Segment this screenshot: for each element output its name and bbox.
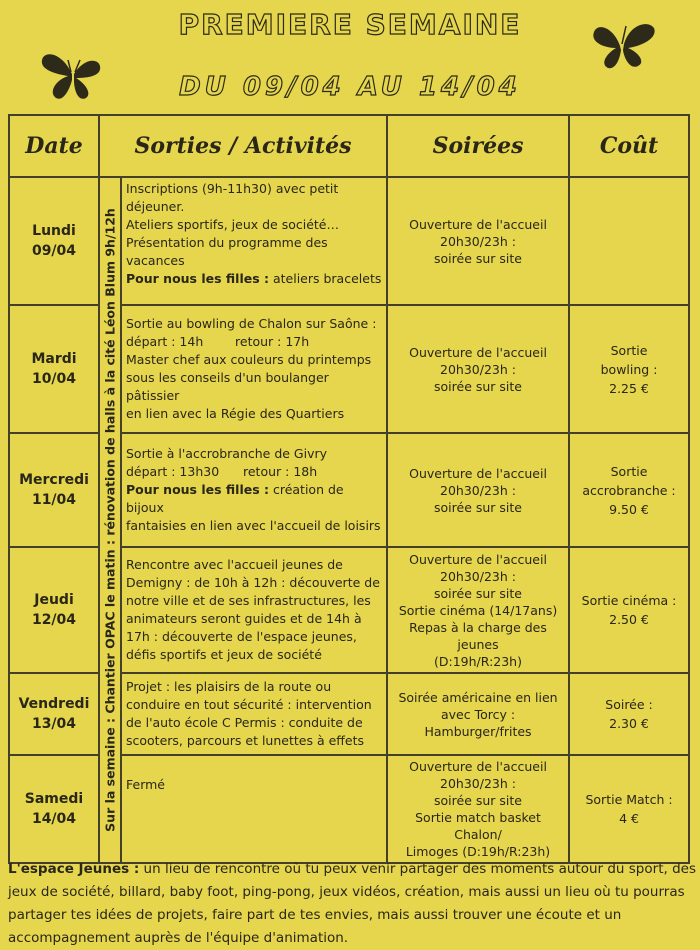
table-row (9, 177, 689, 305)
cost-line: 4 € (619, 811, 639, 826)
evening-line: avec Torcy : (440, 706, 516, 722)
activity-line: de l'auto école C Permis : conduite de (126, 715, 363, 730)
date-cell (9, 755, 99, 863)
activity-line: conduire en tout sécurité : intervention (126, 697, 372, 712)
activity-line: Sortie à l'accrobranche de Givry (126, 446, 328, 461)
activity-line (126, 270, 382, 288)
cost-line: bowling : (600, 361, 658, 377)
day-name: Vendredi (18, 696, 90, 712)
cost-cell (569, 433, 689, 547)
activity-line: Master chef aux couleurs du printemps (126, 352, 372, 367)
activity-cell (121, 177, 387, 305)
evening-cell (387, 755, 569, 863)
activity-cell (121, 433, 387, 547)
activity-line: 17h : découverte de l'espace jeunes, (126, 629, 357, 644)
activity-line: notre ville et de ses infrastructures, les (126, 593, 371, 608)
week-note: Sur la semaine : Chantier OPAC le matin : rénovation de halls à la cité Léon Blum 9h/12h (102, 208, 118, 832)
activity-line: en lien avec la Régie des Quartiers (126, 406, 345, 421)
evening-line: Ouverture de l'accueil (409, 344, 547, 360)
evening-line: Soirée américaine en lien (398, 689, 558, 705)
table-header-row (9, 115, 689, 177)
column-header-cost: Coût (569, 115, 689, 177)
activity-line: Ateliers sportifs, jeux de société… (126, 217, 339, 232)
evening-line: Ouverture de l'accueil (409, 759, 547, 774)
activity-line: départ : 14h retour : 17h (126, 334, 310, 349)
week-note-cell (99, 177, 121, 863)
day-date: 09/04 (31, 243, 77, 259)
day-date: 13/04 (31, 716, 77, 732)
activity-line: Sortie au bowling de Chalon sur Saône : (126, 316, 377, 331)
day-date: 11/04 (31, 492, 77, 508)
date-cell (9, 305, 99, 433)
activity-line: départ : 13h30 retour : 18h (126, 464, 318, 479)
date-cell (9, 547, 99, 673)
activity-line: Fermé (126, 777, 165, 792)
activity-line: animateurs seront guides et de 14h à (126, 611, 362, 626)
cost-cell (569, 673, 689, 755)
activity-cell (121, 547, 387, 673)
activity-line: scooters, parcours et lunettes à effets (126, 733, 364, 748)
day-date: 10/04 (31, 371, 77, 387)
page-subtitle: DU 09/04 AU 14/04 (179, 72, 521, 102)
date-cell (9, 433, 99, 547)
evening-line: Sortie cinéma (14/17ans) (398, 602, 558, 618)
cost-line: 2.25 € (609, 380, 649, 396)
evening-cell (387, 433, 569, 547)
evening-cell (387, 305, 569, 433)
cost-line: accrobranche : (582, 482, 676, 498)
activity-cell (121, 305, 387, 433)
butterfly-left-icon (38, 48, 106, 104)
page-title: PREMIERE SEMAINE (178, 8, 522, 41)
day-name: Mardi (31, 351, 77, 367)
cost-line: Sortie (610, 342, 648, 358)
cost-line: Soirée : (605, 697, 653, 712)
evening-line: (D:19h/R:23h) (434, 653, 522, 669)
cost-line: 2.50 € (609, 612, 649, 627)
day-date: 12/04 (31, 612, 77, 628)
evening-line: soirée sur site (434, 378, 522, 394)
activity-line: fantaisies en lien avec l'accueil de loisirs (126, 518, 381, 533)
activity-highlight: Pour nous les filles : (126, 482, 269, 497)
evening-line: Hamburger/frites (424, 723, 532, 739)
evening-line: Ouverture de l'accueil (409, 551, 547, 567)
activity-line: Inscriptions (9h-11h30) avec petit (126, 181, 339, 196)
evening-line: 20h30/23h : (440, 482, 516, 498)
activity-line: Projet : les plaisirs de la route ou (126, 679, 332, 694)
footer-paragraph (8, 858, 696, 950)
evening-line: soirée sur site (434, 585, 522, 601)
activity-line (126, 481, 382, 517)
evening-line: 20h30/23h : (440, 568, 516, 584)
activity-line: sous les conseils d'un boulanger pâtissier (126, 370, 329, 403)
evening-cell (387, 673, 569, 755)
activity-line: déjeuner. (126, 199, 185, 214)
cost-line: Sortie cinéma : (581, 593, 677, 608)
footer-lead: L'espace Jeunes : (8, 861, 140, 877)
day-name: Mercredi (19, 472, 89, 488)
activity-line: Rencontre avec l'accueil jeunes de (126, 557, 343, 572)
cost-cell (569, 755, 689, 863)
activity-line: Demigny : de 10h à 12h : découverte de (126, 575, 380, 590)
butterfly-right-icon (586, 18, 660, 72)
column-header-date: Date (9, 115, 99, 177)
activity-highlight-text: création de bijoux (126, 482, 344, 515)
footer-text: un lieu de rencontre où tu peux venir partager des moments autour du sport, des jeux de société, billard, baby foot, ping-pong, jeux vidéos, création, mais aussi un lieu où tu pourras partager tes idées de projets, faire part de tes envies, mais aussi trouver une écoute et un accompagnement auprès de l'équipe d'animation. (8, 861, 696, 946)
activity-line: défis sportifs et jeux de société (126, 647, 322, 662)
schedule-table (8, 114, 690, 864)
evening-line: Limoges (D:19h/R:23h) (405, 844, 551, 859)
day-name: Lundi (32, 223, 76, 239)
evening-line: soirée sur site (434, 793, 522, 808)
day-name: Samedi (24, 791, 84, 807)
column-header-activities: Sorties / Activités (99, 115, 387, 177)
activity-highlight-text: ateliers bracelets (269, 271, 382, 286)
evening-line: Sortie match basket Chalon/ (415, 810, 541, 842)
date-cell (9, 177, 99, 305)
date-cell (9, 673, 99, 755)
activity-cell (121, 673, 387, 755)
evening-line: soirée sur site (434, 499, 522, 515)
evening-line: soirée sur site (434, 250, 522, 266)
cost-cell (569, 305, 689, 433)
activity-cell (121, 755, 387, 863)
cost-cell (569, 547, 689, 673)
day-date: 14/04 (31, 811, 77, 827)
cost-cell (569, 177, 689, 305)
evening-cell (387, 547, 569, 673)
cost-line: Sortie Match : (585, 792, 673, 807)
cost-line: 9.50 € (609, 501, 649, 517)
column-header-evenings: Soirées (387, 115, 569, 177)
evening-line: 20h30/23h : (440, 776, 516, 791)
evening-line: Ouverture de l'accueil (409, 465, 547, 481)
day-name: Jeudi (34, 592, 74, 608)
evening-cell (387, 177, 569, 305)
evening-line: 20h30/23h : (440, 233, 516, 249)
cost-line: 2.30 € (609, 716, 649, 731)
evening-line: Ouverture de l'accueil (409, 216, 547, 232)
cost-line: Sortie (610, 463, 648, 479)
activity-line: Présentation du programme des (126, 235, 328, 250)
evening-line: 20h30/23h : (440, 361, 516, 377)
activity-line: vacances (126, 253, 185, 268)
evening-line: Repas à la charge des jeunes (409, 619, 547, 652)
activity-highlight: Pour nous les filles : (126, 271, 269, 286)
